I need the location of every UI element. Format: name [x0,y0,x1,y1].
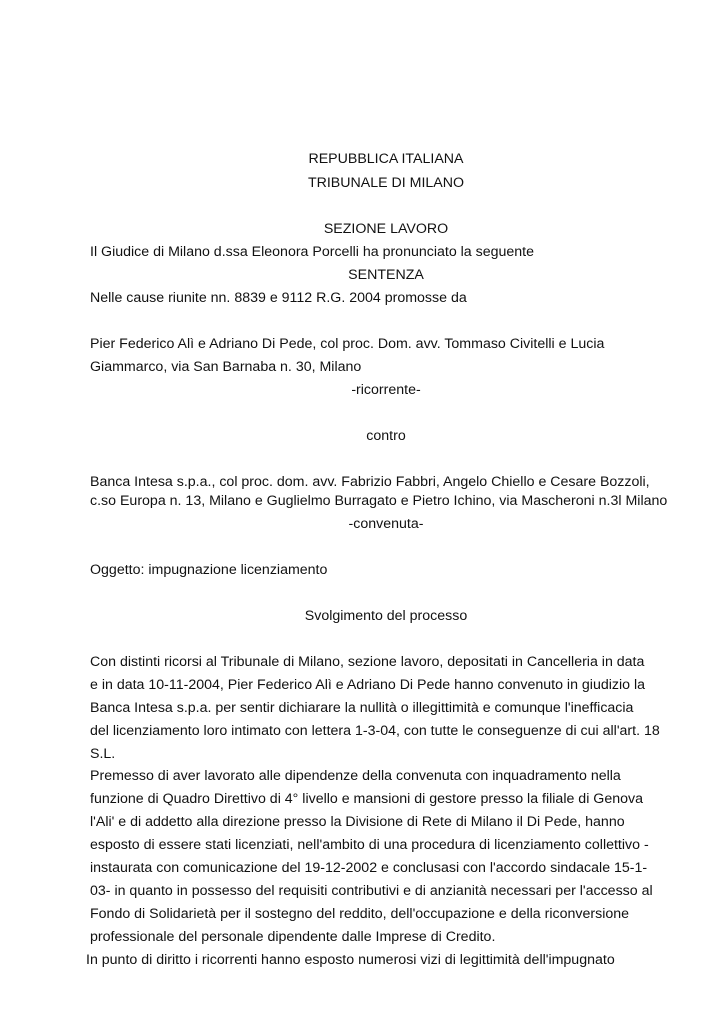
body-line: Premesso di aver lavorato alle dipendenze della convenuta con inquadramento nella [90,768,621,784]
body-line: Fondo di Solidarietà per il sostegno del reddito, dell'occupazione e della riconversione [90,906,630,922]
body-line: Con distinti ricorsi al Tribunale di Milano, sezione lavoro, depositati in Cancelleria in data [90,654,645,670]
body-line: professionale del personale dipendente dalle Imprese di Credito. [90,929,496,945]
plaintiffs-line-2: Giammarco, via San Barnaba n. 30, Milano [90,359,362,375]
sentence-title: SENTENZA [348,267,424,283]
versus-label: contro [366,428,406,444]
body-line: In punto di diritto i ricorrenti hanno esposto numerosi vizi di legittimità dell'impugnato [86,952,615,968]
court-heading: TRIBUNALE DI MILANO [307,175,465,191]
body-line: funzione di Quadro Direttivo di 4° livello e mansioni di gestore presso la filiale di Genova [90,791,643,807]
defendant-line-1: Banca Intesa s.p.a., col proc. dom. avv. Fabrizio Fabbri, Angelo Chiello e Cesare Bozzoli, [90,474,650,490]
body-line: 03- in quanto in possesso del requisiti contributivi e di anzianità necessari per l'accesso al [90,883,653,899]
judge-line: Il Giudice di Milano d.ssa Eleonora Porcelli ha pronunciato la seguente [90,244,535,260]
causes-line: Nelle cause riunite nn. 8839 e 9112 R.G. 2004 promosse da [90,290,467,306]
subject-line: Oggetto: impugnazione licenziamento [90,562,328,578]
body-line: esposto di essere stati licenziati, nell'ambito di una procedura di licenziamento collettivo - [90,837,649,853]
process-title: Svolgimento del processo [304,608,468,624]
body-line: del licenziamento loro intimato con lettera 1-3-04, con tutte le conseguenze di cui all'art. 18 [90,723,660,739]
defendant-line-2: c.so Europa n. 13, Milano e Guglielmo Burragato e Pietro Ichino, via Mascheroni n.3l Milano [90,493,668,509]
plaintiff-role: -ricorrente- [351,382,421,398]
body-line: S.L. [90,746,116,762]
body-line: instaurata con comunicazione del 19-12-2002 e conclusasi con l'accordo sindacale 15-1- [90,860,648,876]
defendant-role: -convenuta- [348,516,424,532]
body-line: Banca Intesa s.p.a. per sentir dichiarare la nullità o illegittimità e comunque l'inefficacia [90,700,634,716]
body-line: l'Ali' e di addetto alla direzione presso la Divisione di Rete di Milano il Di Pede, hanno [90,814,625,830]
plaintiffs-line-1: Pier Federico Alì e Adriano Di Pede, col proc. Dom. avv. Tommaso Civitelli e Lucia [90,336,605,352]
section-heading: SEZIONE LAVORO [323,221,449,237]
body-line: e in data 10-11-2004, Pier Federico Alì e Adriano Di Pede hanno convenuto in giudizio la [90,677,645,693]
republic-heading: REPUBBLICA ITALIANA [308,151,464,167]
